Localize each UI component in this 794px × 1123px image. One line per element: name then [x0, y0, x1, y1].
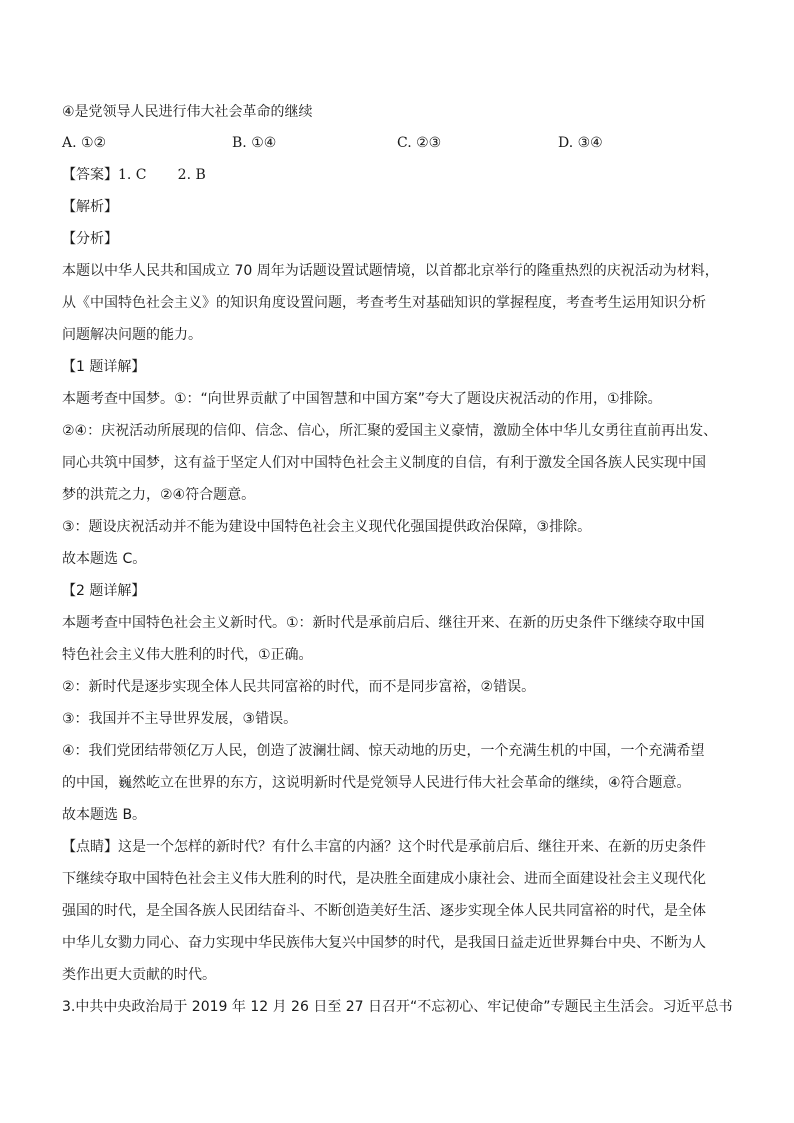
option-item-4: ④是党领导人民进行伟大社会革命的继续 — [62, 104, 313, 120]
option-a: A. ①② — [62, 135, 107, 151]
paragraph-line: ③：题设庆祝活动并不能为建设中国特色社会主义现代化强国提供政治保障，③排除。 — [62, 519, 592, 535]
paragraph-line: 本题以中华人民共和国成立 70 周年为话题设置试题情境，以首都北京举行的隆重热烈的庆祝活动为材料， — [62, 263, 719, 279]
paragraph-line: ③：我国并不主导世界发展，③错误。 — [62, 711, 298, 727]
option-c: C. ②③ — [397, 135, 442, 151]
dianjing-line: 中华儿女勠力同心、奋力实现中华民族伟大复兴中国梦的时代，是我国日益走近世界舞台中央、不断为人 — [62, 935, 706, 951]
dianjing-line: 【点睛】这是一个怎样的新时代？有什么丰富的内涵？这个时代是承前启后、继往开来、在新的历史条件 — [62, 839, 706, 855]
paragraph-line: 本题考查中国特色社会主义新时代。①：新时代是承前启后、继往开来、在新的历史条件下继续夺取中国 — [62, 615, 705, 631]
paragraph-line: 从《中国特色社会主义》的知识角度设置问题，考查考生对基础知识的掌握程度，考查考生运用知识分析 — [62, 295, 706, 311]
q2-heading: 【2 题详解】 — [62, 583, 146, 599]
option-b: B. ①④ — [232, 135, 277, 151]
q2-conclusion: 故本题选 B。 — [62, 807, 147, 823]
analysis-heading: 【解析】 — [62, 199, 118, 215]
q1-heading: 【1 题详解】 — [62, 359, 146, 375]
fenxi-heading: 【分析】 — [62, 231, 118, 247]
paragraph-line: 特色社会主义伟大胜利的时代，①正确。 — [62, 647, 313, 663]
paragraph-line: ④：我们党团结带领亿万人民，创造了波澜壮阔、惊天动地的历史，一个充满生机的中国，一个充满希望 — [62, 743, 705, 759]
answer-text: 1. C 2. B — [118, 167, 206, 183]
dianjing-line: 强国的时代，是全国各族人民团结奋斗、不断创造美好生活、逐步实现全体人民共同富裕的时代，是全体 — [62, 903, 706, 919]
option-d: D. ③④ — [558, 135, 603, 151]
paragraph-line: ②：新时代是逐步实现全体人民共同富裕的时代，而不是同步富裕，②错误。 — [62, 679, 536, 695]
q1-conclusion: 故本题选 C。 — [62, 551, 147, 567]
answer-options — [62, 133, 742, 153]
paragraph-line: 的中国，巍然屹立在世界的东方，这说明新时代是党领导人民进行伟大社会革命的继续，④符合题意。 — [62, 775, 691, 791]
question-3-stem: 3.中共中央政治局于 2019 年 12 月 26 日至 27 日召开“不忘初心、牢记使命”专题民主生活会。习近平总书 — [62, 999, 733, 1015]
answer-line — [62, 165, 206, 185]
paragraph-line: 同心共筑中国梦，这有益于坚定人们对中国特色社会主义制度的自信，有利于激发全国各族人民实现中国 — [62, 455, 706, 471]
paragraph-line: 梦的洪荒之力，②④符合题意。 — [62, 487, 256, 503]
paragraph-line: 本题考查中国梦。①：“向世界贡献了中国智慧和中国方案”夸大了题设庆祝活动的作用，①排除。 — [62, 391, 662, 407]
dianjing-line: 下继续夺取中国特色社会主义伟大胜利的时代，是决胜全面建成小康社会、进而全面建设社会主义现代化 — [62, 871, 706, 887]
paragraph-line: 问题解决问题的能力。 — [62, 327, 202, 343]
answer-label: 【答案】 — [62, 167, 118, 183]
dianjing-line: 类作出更大贡献的时代。 — [62, 967, 216, 983]
paragraph-line: ②④：庆祝活动所展现的信仰、信念、信心，所汇聚的爱国主义豪情，激励全体中华儿女勇往直前再出发、 — [62, 423, 718, 439]
